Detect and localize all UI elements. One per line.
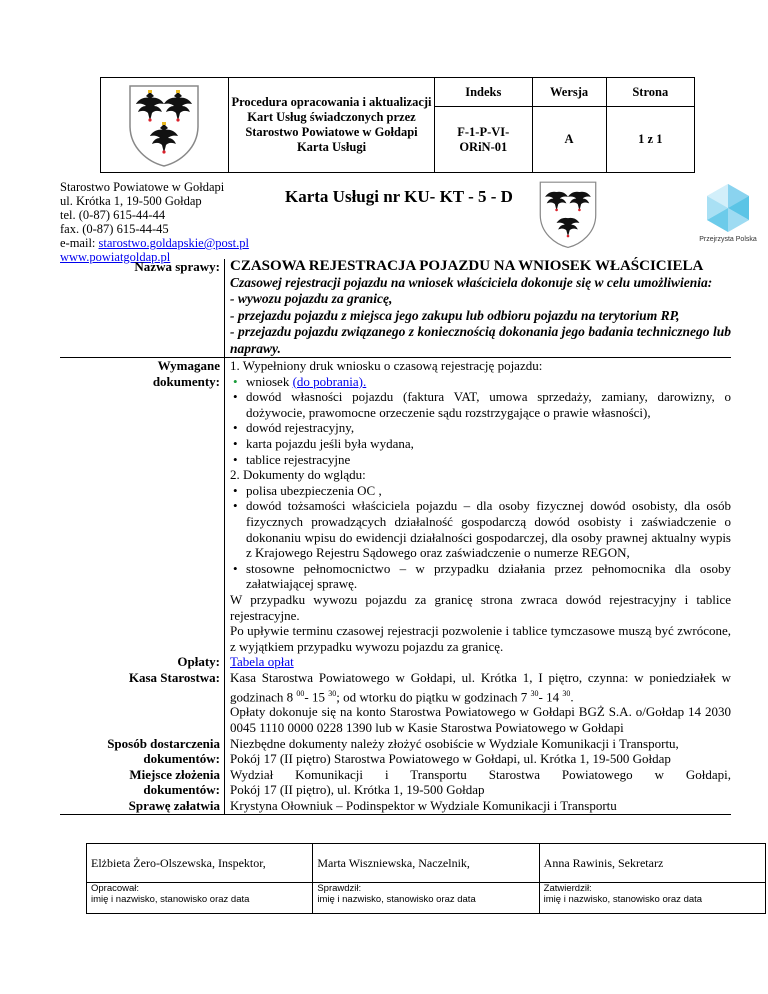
place-value: Wydział Komunikacji i Transportu Starostwa Powiatowego w Gołdapi, Pokój 17 (II piętro), ul. Krótka 1, 19-500 Gołdap — [230, 766, 731, 798]
cash-payment-info: Opłaty dokonuje się na konto Starostwa Powiatowego w Gołdapi BGŻ S.A. o/Gołdap 14 2030 0045 1110 0000 0228 1390 lub w Kasie Starostwa Powiatowego w Gołdapi — [230, 704, 731, 736]
checked-by-role: Sprawdził: imię i nazwisko, stanowisko oraz data — [313, 883, 539, 914]
list-item: • dowód tożsamości właściciela pojazdu – dla osoby fizycznej dowód osobisty, dla osób fizycznych prowadzących działalność gospodarczą dowód osobisty i zaświadczenie o dokonaniu wpisu do ewidencji działalności gospodarczej, dla osoby prawnej aktualny wypis z Krajowego Rejestru Sądowego oraz zaświadczenie o numerze REGON, — [230, 498, 731, 560]
place-label: Miejsce złożenia dokumentów: — [60, 767, 225, 798]
cash-label: Kasa Starostwa: — [60, 670, 225, 736]
list-item: • polisa ubezpieczenia OC , — [230, 483, 731, 499]
coat-of-arms-icon — [126, 82, 202, 168]
docs-note-export: W przypadku wywozu pojazdu za granicę strona zwraca dowód rejestracyjny i tablice rejestracyjne. — [230, 592, 731, 623]
office-address: ul. Krótka 1, 19-500 Gołdap — [60, 194, 202, 208]
fees-table-link[interactable]: Tabela opłat — [230, 654, 294, 670]
index-value: F-1-P-VI- ORiN-01 — [435, 107, 532, 173]
cash-hours: Kasa Starostwa Powiatowego w Gołdapi, ul. Krótka 1, I piętro, czynna: w poniedziałek w godzinach 8 $^{00}$- 15 $^{30}$; od wtorku do piątku w godzinach 7 $^{30}$- 14 $^{30}$. — [230, 669, 731, 704]
page-value: 1 z 1 — [606, 107, 694, 173]
fees-label: Opłaty: — [60, 654, 225, 670]
service-details-table — [60, 259, 731, 815]
docs-label: Wymagane dokumenty: — [60, 358, 225, 655]
transparent-poland-logo: Przejrzysta Polska — [695, 182, 761, 243]
prepared-by-role: Opracował: imię i nazwisko, stanowisko oraz data — [87, 883, 313, 914]
contact-block — [60, 180, 249, 264]
form-download-link[interactable]: (do pobrania). — [292, 373, 367, 389]
approved-by-role: Zatwierdził: imię i nazwisko, stanowisko oraz data — [539, 883, 765, 914]
page-label: Strona — [606, 78, 694, 107]
delivery-label: Sposób dostarczenia dokumentów: — [60, 736, 225, 767]
checked-by-name: Marta Wiszniewska, Naczelnik, — [313, 844, 539, 883]
website-link[interactable]: www.powiatgoldap.pl — [60, 250, 171, 264]
office-name: Starostwo Powiatowe w Gołdapi — [60, 180, 225, 194]
list-item: • tablice rejestracyjne — [230, 452, 731, 468]
version-value: A — [532, 107, 606, 173]
docs-list-1 — [230, 374, 731, 468]
crest-cell — [101, 78, 229, 173]
case-title: CZASOWA REJESTRACJA POJAZDU NA WNIOSEK WŁAŚCICIELA — [230, 258, 704, 274]
case-value — [225, 259, 732, 358]
handler-value: Krystyna Ołowniuk – Podinspektor w Wydziale Komunikacji i Transportu — [225, 798, 732, 814]
card-title: Karta Usługi nr KU- KT - 5 - D — [285, 187, 513, 206]
list-item: • stosowne pełnomocnictwo – w przypadku działania przez pełnomocnika dla osoby załatwiającej sprawę. — [230, 561, 731, 592]
procedure-title: Procedura opracowania i aktualizacji Kart Usług świadczonych przez Starostwo Powiatowe w Gołdapi Karta Usługi — [228, 78, 434, 173]
list-item: • karta pojazdu jeśli była wydana, — [230, 436, 731, 452]
cash-value — [225, 670, 732, 736]
docs-value — [225, 358, 732, 655]
version-label: Wersja — [532, 78, 606, 107]
case-description: Czasowej rejestracji pojazdu na wniosek właściciela dokonuje się w celu umożliwienia: - wywozu pojazdu za granicę, - przejazdu pojazdu z miejsca jego zakupu lub odbioru pojazdu na terytorium RP, - przejazdu pojazdu związanego z koniecznością dokonania jego badania technicznego lub naprawy. — [230, 274, 731, 356]
docs-list-2 — [230, 483, 731, 592]
index-label: Indeks — [435, 78, 532, 107]
docs-heading-1: 1. Wypełniony druk wniosku o czasową rejestrację pojazdu: — [230, 358, 543, 374]
coat-of-arms-icon — [537, 178, 599, 250]
office-fax: fax. (0-87) 615-44-45 — [60, 222, 169, 236]
transparent-poland-icon — [703, 182, 753, 234]
list-item: • wniosek (do pobrania). — [230, 374, 731, 390]
docs-heading-2: 2. Dokumenty do wglądu: — [230, 467, 366, 483]
office-tel: tel. (0-87) 615-44-44 — [60, 208, 166, 222]
header-table — [100, 77, 695, 173]
handler-label: Sprawę załatwia — [60, 798, 225, 814]
prepared-by-name: Elżbieta Żero-Olszewska, Inspektor, — [87, 844, 313, 883]
approved-by-name: Anna Rawinis, Sekretarz — [539, 844, 765, 883]
list-item: • dowód rejestracyjny, — [230, 420, 731, 436]
case-label: Nazwa sprawy: — [60, 259, 225, 358]
approval-table — [86, 843, 766, 914]
delivery-value: Niezbędne dokumenty należy złożyć osobiście w Wydziale Komunikacji i Transportu, Pokój 17 (II piętro) Starostwa Powiatowego w Gołdapi, ul. Krótka 1, 19-500 Gołdap — [230, 735, 679, 767]
list-item: • dowód własności pojazdu (faktura VAT, umowa sprzedaży, zamiany, darowizny, o dożywocie, prawomocne orzeczenie sądu rozstrzygające o prawie własności), — [230, 389, 731, 420]
docs-note-return: Po upływie terminu czasowej rejestracji pozwolenie i tablice tymczasowe muszą być zwrócone, z wyjątkiem przypadku wywozu pojazdu za granicę. — [230, 623, 731, 654]
email-link[interactable]: starostwo.goldapskie@post.pl — [98, 236, 249, 250]
office-email: e-mail: starostwo.goldapskie@post.pl — [60, 236, 249, 250]
